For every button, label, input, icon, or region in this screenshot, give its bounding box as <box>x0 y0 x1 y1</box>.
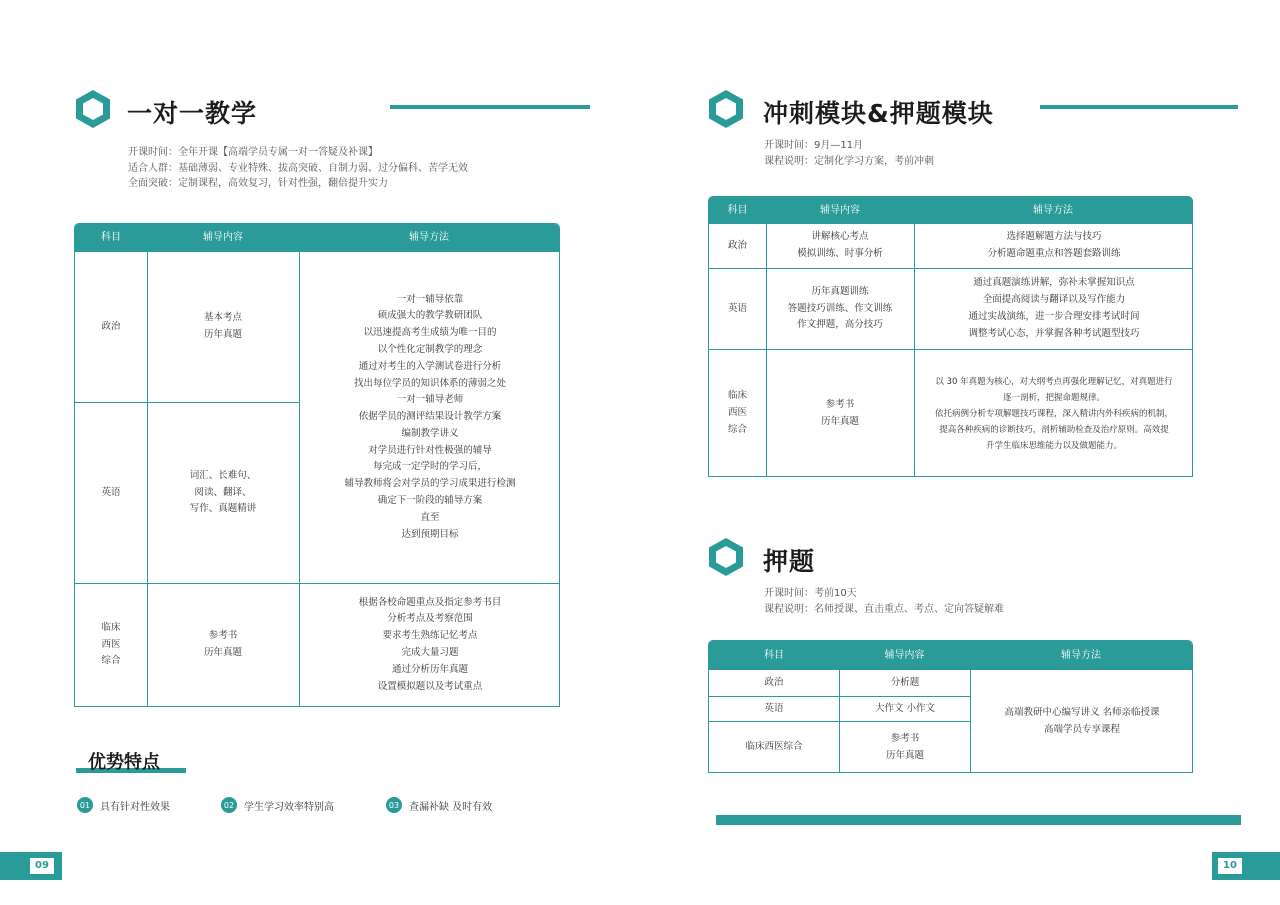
header-method: 辅导方法 <box>1061 650 1101 661</box>
header-method: 辅导方法 <box>1033 205 1073 216</box>
table-header <box>75 224 559 252</box>
course-info <box>764 138 934 169</box>
hexagon-icon <box>707 537 745 577</box>
cell-line: 每完成一定学时的学习后， <box>372 461 487 473</box>
cell-line: 分析考点及考察范围 <box>387 613 473 625</box>
cell-line: 模拟训练、时事分析 <box>797 248 883 259</box>
row-content-politics: 分析题 <box>890 676 920 688</box>
info-line: 课程说明：名师授课、直击重点、考点、定向答疑解难 <box>764 603 1004 615</box>
cell-line: 阅读、翻译、 <box>194 486 252 498</box>
cell-line: 达到预期目标 <box>401 528 459 540</box>
row-content-clinical <box>766 350 914 477</box>
row-content-clinical <box>840 722 970 773</box>
number-badge: 02 <box>221 797 237 813</box>
cell-line: 参考书 <box>825 398 855 410</box>
course-info <box>128 145 468 192</box>
row-content-english <box>147 403 299 583</box>
cell-line: 确定下一阶段的辅导方案 <box>377 495 483 507</box>
section-title-one-on-one: 一对一教学 <box>127 99 258 128</box>
row-content-clinical <box>147 584 299 706</box>
page-number: 09 <box>30 858 54 874</box>
cell-line: 提高各种疾病的诊断技巧，剖析辅助检查及治疗原则。高效提 <box>939 424 1169 435</box>
cell-line: 写作、真题精讲 <box>189 503 257 515</box>
cell-line: 通过真题演练讲解，弥补未掌握知识点 <box>973 277 1135 289</box>
row-subject-english: 英语 <box>101 486 121 498</box>
title-rule <box>1040 105 1238 109</box>
method-shared <box>300 252 560 583</box>
cell-line: 历年真题 <box>203 329 242 340</box>
cell-line: 基本考点 <box>203 312 242 324</box>
cell-line: 历年真题 <box>820 415 859 427</box>
row-content-english: 大作文 小作文 <box>874 702 936 714</box>
cell-line: 逐一剖析，把握命题规律。 <box>1002 392 1105 403</box>
cell-line: 讲解核心考点 <box>811 231 869 243</box>
cell-line: 对学员进行针对性极强的辅导 <box>368 444 492 456</box>
info-line: 开课时间：全年开课【高端学员专属一对一答疑及补课】 <box>128 147 378 158</box>
cell-line: 临床 <box>101 621 121 633</box>
cell-line: 选择题解题方法与技巧 <box>1006 231 1102 243</box>
cell-line: 综合 <box>101 655 121 667</box>
table-header <box>709 197 1192 224</box>
cell-line: 以个性化定制教学的理念 <box>377 343 483 355</box>
cell-line: 西医 <box>101 638 121 650</box>
advantage-item <box>77 797 170 813</box>
cell-line: 历年真题训练 <box>811 285 869 297</box>
cell-line: 高端学员专享课程 <box>1043 723 1120 735</box>
cell-line: 依据学员的测评结果设计教学方案 <box>358 411 502 423</box>
sprint-table <box>708 196 1193 477</box>
cell-line: 分析题命题重点和答题套路训练 <box>987 248 1121 259</box>
cell-line: 要求考生熟练记忆考点 <box>382 630 478 642</box>
cell-line: 临床 <box>727 390 747 402</box>
row-method-clinical <box>915 350 1193 477</box>
header-subject: 科目 <box>101 232 121 243</box>
header-content: 辅导内容 <box>203 232 243 243</box>
hexagon-icon <box>707 89 745 129</box>
row-subject-english: 英语 <box>764 702 784 714</box>
row-content-politics <box>147 252 299 402</box>
advantages-title: 优势特点 <box>88 752 160 773</box>
info-line: 全面突破：定制课程，高效复习，针对性强，翻倍提升实力 <box>128 178 388 189</box>
cell-line: 历年真题 <box>885 749 924 761</box>
cell-line: 找出每位学员的知识体系的薄弱之处 <box>353 377 506 389</box>
row-subject-english: 英语 <box>727 302 747 314</box>
page-number: 10 <box>1218 858 1242 874</box>
cell-line: 以迅速提高考生成绩为唯一目的 <box>363 327 497 339</box>
advantage-item <box>386 797 492 813</box>
row-subject-clinical: 临床西医综合 <box>745 741 803 753</box>
advantage-text: 查漏补缺 及时有效 <box>409 801 493 813</box>
cell-line: 综合 <box>727 423 747 435</box>
advantage-text: 学生学习效率特别高 <box>244 801 334 813</box>
info-line: 课程说明：定制化学习方案，考前冲刺 <box>764 155 934 167</box>
info-line: 开课时间：考前10天 <box>764 588 857 599</box>
cell-line: 升学生临床思维能力以及做题能力。 <box>985 440 1122 451</box>
one-on-one-table <box>74 223 560 707</box>
cell-line: 答题技巧训练、作文训练 <box>787 302 893 314</box>
cell-line: 通过分析历年真题 <box>391 663 468 675</box>
row-method-politics <box>915 224 1193 268</box>
row-content-english <box>766 269 914 349</box>
header-method: 辅导方法 <box>409 232 449 243</box>
cell-line: 作文押题，高分技巧 <box>797 319 883 331</box>
advantage-item <box>221 797 334 813</box>
cell-line: 词汇、长难句、 <box>189 469 257 481</box>
section-title-predict: 押题 <box>763 547 816 576</box>
cell-line: 调整考试心态，并掌握各种考试题型技巧 <box>968 327 1140 339</box>
cell-line: 参考书 <box>890 732 920 744</box>
header-subject: 科目 <box>727 205 748 216</box>
cell-line: 西医 <box>727 407 747 419</box>
cell-line: 全面提高阅读与翻译以及写作能力 <box>982 294 1126 306</box>
section-title-sprint: 冲刺模块&押题模块 <box>763 99 994 128</box>
cell-line: 完成大量习题 <box>401 647 459 658</box>
page-number-badge <box>0 852 62 880</box>
bottom-rule <box>716 815 1241 825</box>
cell-line: 参考书 <box>208 630 238 642</box>
row-subject-clinical <box>75 584 147 706</box>
number-badge: 03 <box>386 797 402 813</box>
row-subject-politics: 政治 <box>764 676 784 688</box>
cell-line: 通过实战演练，进一步合理安排考试时间 <box>968 311 1140 322</box>
row-subject-politics: 政治 <box>101 320 121 332</box>
number-badge: 01 <box>77 797 93 813</box>
cell-line: 辅导教师将会对学员的学习成果进行检测 <box>344 478 516 490</box>
table-header <box>709 641 1192 670</box>
row-subject-politics: 政治 <box>727 239 747 251</box>
predict-table <box>708 640 1193 773</box>
cell-line: 历年真题 <box>203 647 242 658</box>
row-subject-clinical <box>709 350 766 477</box>
cell-line: 依托病例分析专项解题技巧课程，深入精讲内外科疾病的机制， <box>934 408 1173 419</box>
method-shared <box>971 670 1193 773</box>
row-method-english <box>915 269 1193 349</box>
hexagon-icon <box>74 89 112 129</box>
cell-line: 一对一辅导依靠 <box>396 293 464 305</box>
cell-line: 以 30 年真题为核心，对大纲考点再强化理解记忆，对真题进行 <box>935 376 1173 387</box>
header-content: 辅导内容 <box>820 205 860 216</box>
cell-line: 通过对考生的入学测试卷进行分析 <box>358 360 502 372</box>
row-method-clinical <box>300 584 560 706</box>
cell-line: 硕成强大的教学教研团队 <box>377 310 483 322</box>
page-number-badge <box>1212 852 1280 880</box>
cell-line: 设置模拟题以及考试重点 <box>377 680 483 692</box>
course-info <box>764 586 1004 617</box>
cell-line: 直至 <box>420 511 440 523</box>
header-subject: 科目 <box>764 650 784 661</box>
cell-line: 一对一辅导老师 <box>396 394 464 406</box>
info-line: 开课时间：9月—11月 <box>764 140 864 151</box>
header-content: 辅导内容 <box>884 650 925 661</box>
title-rule <box>390 105 590 109</box>
info-line: 适合人群：基础薄弱、专业特殊、拔高突破、自制力弱、过分偏科、苦学无效 <box>128 162 468 174</box>
cell-line: 编制教学讲义 <box>401 427 459 439</box>
cell-line: 根据各校命题重点及指定参考书目 <box>358 596 502 608</box>
row-content-politics <box>766 224 914 268</box>
cell-line: 高端教研中心编写讲义 名师亲临授课 <box>1004 706 1160 718</box>
advantage-text: 具有针对性效果 <box>100 801 170 813</box>
